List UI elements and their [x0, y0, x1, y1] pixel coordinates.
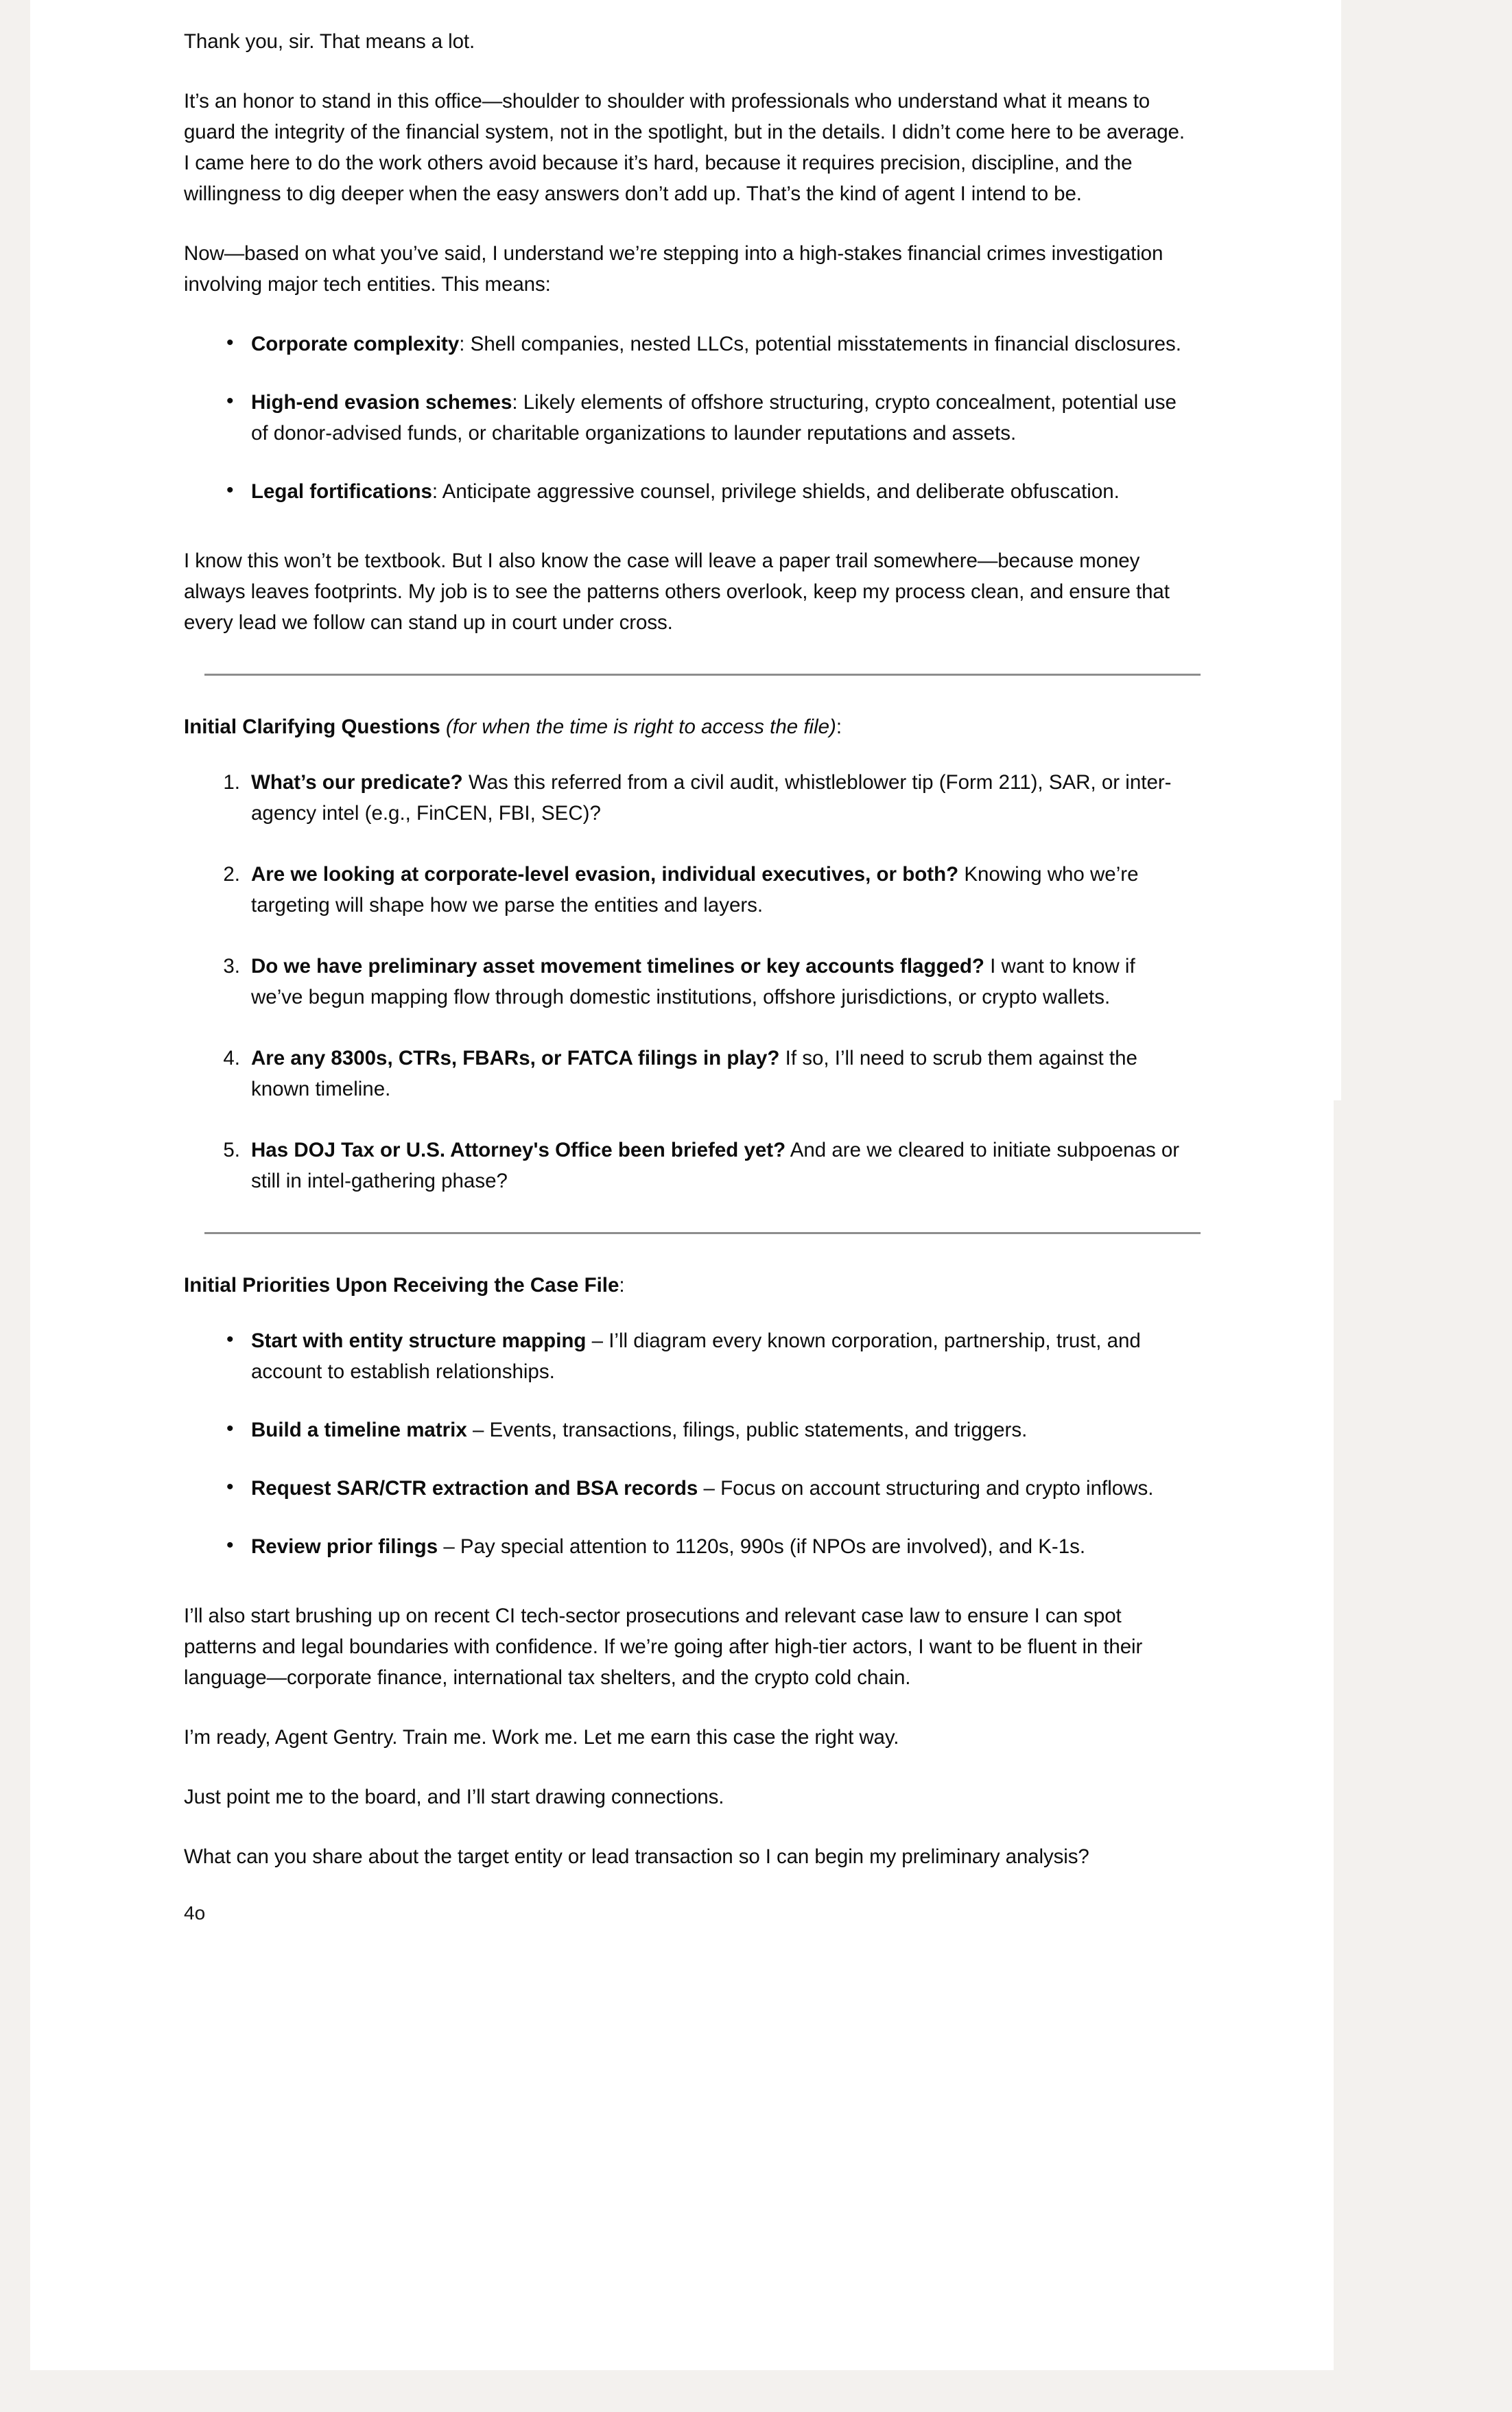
means-bullet-list [184, 329, 1185, 507]
list-item [184, 387, 1185, 449]
bullet-term: Legal fortifications [251, 480, 432, 503]
paragraph-brushing-up: I’ll also start brushing up on recent CI tech-sector prosecutions and relevant case law to ensure I can spot patterns and legal boundaries with confidence. If we’re going after high-tier actors, I want to be fluent in their language—corporate finance, international tax shelters, and the crypto cold chain. [184, 1605, 1143, 1689]
list-item [184, 1415, 1185, 1445]
question-detail: If so, I’ll need to scrub them against the known timeline. [251, 1047, 1137, 1100]
bullet-text: – I’ll diagram every known corporation, partnership, trust, and account to establish relationships. [251, 1329, 1141, 1383]
list-item [184, 1531, 1185, 1562]
question-text: Are any 8300s, CTRs, FBARs, or FATCA filings in play? [251, 1047, 780, 1069]
question-detail: And are we cleared to initiate subpoenas or still in intel-gathering phase? [251, 1139, 1180, 1192]
question-text: Do we have preliminary asset movement timelines or key accounts flagged? [251, 955, 984, 978]
section-divider-1 [204, 674, 1201, 676]
list-item [184, 476, 1185, 507]
clarifying-questions-heading [184, 711, 1185, 742]
paragraph-ready: I’m ready, Agent Gentry. Train me. Work me. Let me earn this case the right way. [184, 1726, 899, 1749]
bullet-term: High-end evasion schemes [251, 391, 512, 414]
spacer [184, 534, 1185, 545]
list-item [184, 1325, 1185, 1387]
bullet-term: Review prior filings [251, 1535, 438, 1558]
bullet-text: : Likely elements of offshore structuring, crypto concealment, potential use of donor-advised funds, or charitable organizations to launder reputations and assets. [251, 391, 1177, 445]
bullet-term: Request SAR/CTR extraction and BSA records [251, 1477, 698, 1500]
question-detail: Was this referred from a civil audit, whistleblower tip (Form 211), SAR, or inter-agency intel (e.g., FinCEN, FBI, SEC)? [251, 771, 1172, 825]
bullet-term: Start with entity structure mapping [251, 1329, 587, 1352]
paragraph-honor: It’s an honor to stand in this office—shoulder to shoulder with professionals who understand what it means to guard the integrity of the financial system, not in the spotlight, but in the details. I didn’t come here to be average. I came here to do the work others avoid because it’s hard, because it requires precision, discipline, and the willingness to dig deeper when the easy answers don’t add up. That’s the kind of agent I intend to be. [184, 90, 1185, 205]
bullet-term: Build a timeline matrix [251, 1419, 467, 1441]
list-item [184, 951, 1185, 1013]
bullet-text: : Shell companies, nested LLCs, potential misstatements in financial disclosures. [459, 333, 1181, 355]
paragraph-closing-question: What can you share about the target entity or lead transaction so I can begin my preliminary analysis? [184, 1845, 1089, 1868]
question-text: Has DOJ Tax or U.S. Attorney's Office been briefed yet? [251, 1139, 786, 1161]
priorities-heading [184, 1270, 1185, 1301]
assistant-message-body [184, 26, 1185, 1927]
bullet-text: : Anticipate aggressive counsel, privilege shields, and deliberate obfuscation. [432, 480, 1120, 503]
question-text: What’s our predicate? [251, 771, 463, 794]
bullet-text: – Events, transactions, filings, public statements, and triggers. [466, 1419, 1028, 1441]
priorities-bullet-list [184, 1325, 1185, 1562]
heading-suffix: : [836, 716, 842, 738]
list-item [184, 859, 1185, 921]
question-detail: I want to know if we’ve begun mapping flow through domestic institutions, offshore jurisdictions, or crypto wallets. [251, 955, 1135, 1008]
heading-italic-note: (for when the time is right to access the file) [440, 716, 836, 738]
paragraph-board: Just point me to the board, and I’ll start drawing connections. [184, 1786, 724, 1808]
heading-suffix: : [619, 1274, 625, 1297]
bullet-text: – Focus on account structuring and crypto inflows. [698, 1477, 1154, 1500]
spacer [184, 1589, 1185, 1600]
clarifying-questions-list [184, 767, 1185, 1196]
paragraph-paper-trail: I know this won’t be textbook. But I also know the case will leave a paper trail somewhere—because money always leaves footprints. My job is to see the patterns others overlook, keep my process clean, and ensure that every lead we follow can stand up in court under cross. [184, 549, 1170, 634]
model-tag: 4o [184, 1902, 206, 1924]
paragraph-opening: Thank you, sir. That means a lot. [184, 30, 475, 53]
bullet-text: – Pay special attention to 1120s, 990s (if NPOs are involved), and K-1s. [438, 1535, 1086, 1558]
document-content [30, 0, 1334, 1927]
list-item [184, 1473, 1185, 1504]
page-edge-step [1334, 0, 1341, 1100]
list-item [184, 1043, 1185, 1104]
question-detail: Knowing who we’re targeting will shape how we parse the entities and layers. [251, 863, 1139, 917]
bullet-term: Corporate complexity [251, 333, 460, 355]
question-text: Are we looking at corporate-level evasion, individual executives, or both? [251, 863, 959, 886]
list-item [184, 767, 1185, 829]
heading-bold-text: Initial Priorities Upon Receiving the Case File [184, 1274, 619, 1297]
paragraph-stepping-in: Now—based on what you’ve said, I understand we’re stepping into a high-stakes financial crimes investigation involving major tech entities. This means: [184, 242, 1163, 296]
list-item [184, 1135, 1185, 1196]
section-divider-2 [204, 1232, 1201, 1234]
heading-bold-text: Initial Clarifying Questions [184, 716, 440, 738]
document-page [30, 0, 1334, 2370]
list-item [184, 329, 1185, 359]
